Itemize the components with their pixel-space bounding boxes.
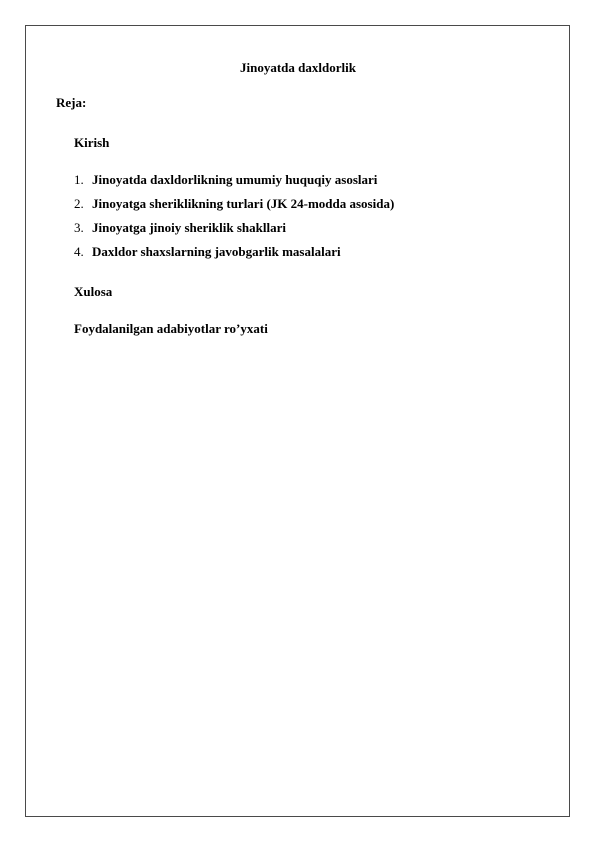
introduction-item: Kirish	[74, 135, 110, 150]
plan-item-text: Jinoyatga jinoiy sheriklik shakllari	[92, 220, 286, 235]
plan-item-number: 3.	[74, 220, 84, 235]
plan-heading: Reja:	[56, 95, 87, 110]
references-item: Foydalanilgan adabiyotlar ro’yxati	[74, 321, 268, 336]
plan-list-item	[74, 220, 394, 244]
plan-item-text: Jinoyatda daxldorlikning umumiy huquqiy asoslari	[92, 172, 378, 187]
plan-list-item	[74, 244, 394, 268]
plan-item-text: Jinoyatga sheriklikning turlari (JK 24-modda asosida)	[92, 196, 395, 211]
plan-item-number: 1.	[74, 172, 84, 187]
plan-item-number: 2.	[74, 196, 84, 211]
plan-list-item	[74, 196, 394, 220]
plan-item-number: 4.	[74, 244, 84, 259]
plan-list-item	[74, 172, 394, 196]
plan-list	[74, 172, 394, 268]
conclusion-item: Xulosa	[74, 284, 113, 299]
document-title: Jinoyatda daxldorlik	[240, 60, 356, 75]
plan-item-text: Daxldor shaxslarning javobgarlik masalalari	[92, 244, 341, 259]
